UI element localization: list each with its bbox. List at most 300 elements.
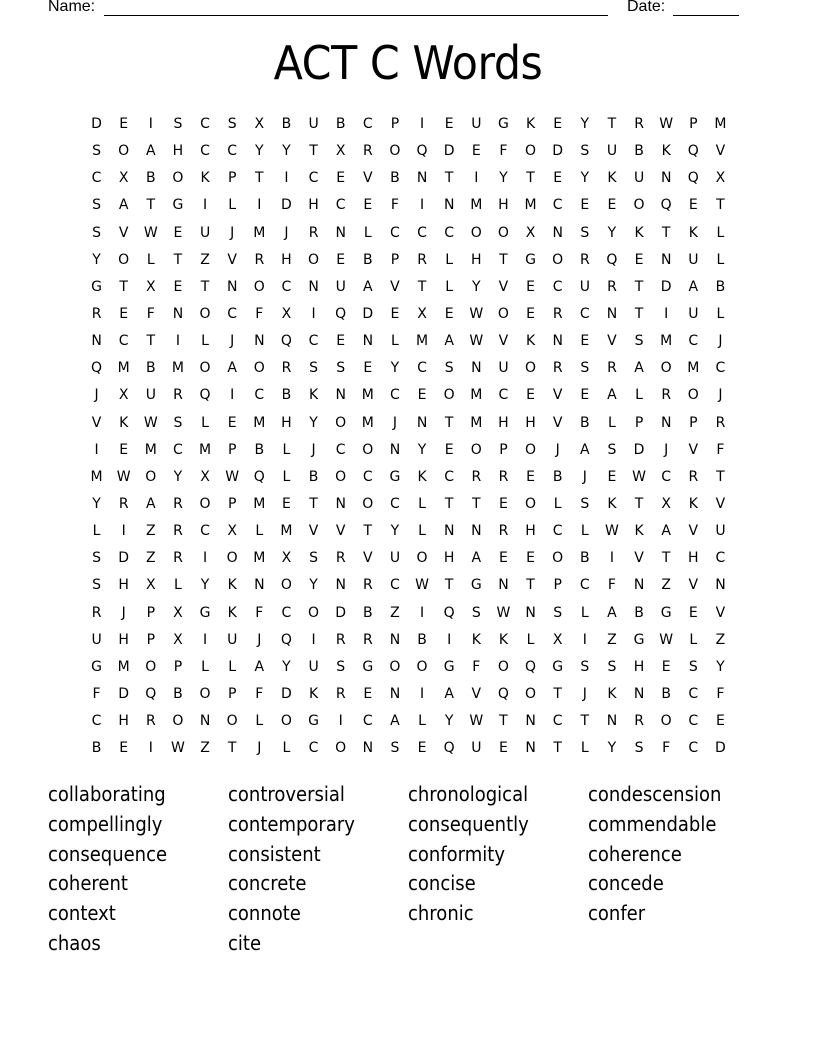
grid-letter[interactable]: I	[202, 631, 208, 648]
grid-letter[interactable]: S	[580, 360, 590, 377]
grid-letter[interactable]: C	[390, 224, 400, 241]
grid-letter[interactable]: Y	[92, 251, 101, 268]
grid-letter[interactable]: L	[635, 387, 643, 404]
grid-letter[interactable]: S	[580, 658, 590, 675]
grid-letter[interactable]: I	[230, 387, 235, 404]
grid-letter[interactable]: Q	[280, 631, 292, 648]
grid-letter[interactable]: V	[634, 550, 644, 567]
grid-letter[interactable]: O	[525, 441, 537, 458]
grid-letter[interactable]: X	[146, 577, 156, 594]
grid-letter[interactable]: E	[661, 658, 671, 675]
grid-letter[interactable]: I	[257, 197, 262, 214]
grid-letter[interactable]: T	[553, 685, 562, 702]
grid-letter[interactable]: C	[308, 170, 319, 187]
grid-letter[interactable]: W	[143, 414, 158, 431]
grid-letter[interactable]: C	[362, 713, 373, 730]
grid-letter[interactable]: E	[688, 197, 698, 214]
grid-letter[interactable]: J	[718, 387, 723, 404]
grid-letter[interactable]: T	[309, 143, 318, 160]
grid-letter[interactable]: C	[688, 740, 699, 757]
grid-letter[interactable]: E	[634, 251, 644, 268]
grid-letter[interactable]: R	[173, 495, 183, 512]
grid-letter[interactable]: R	[579, 251, 590, 268]
grid-letter[interactable]: L	[689, 631, 698, 648]
grid-letter[interactable]: Z	[607, 631, 617, 648]
grid-letter[interactable]: H	[281, 414, 292, 431]
grid-letter[interactable]: L	[282, 468, 291, 485]
grid-letter[interactable]: E	[688, 604, 698, 621]
grid-letter[interactable]: T	[444, 170, 454, 187]
grid-letter[interactable]: U	[688, 251, 699, 268]
grid-letter[interactable]: W	[415, 577, 429, 594]
grid-letter[interactable]: Y	[580, 116, 590, 132]
grid-letter[interactable]: A	[580, 441, 590, 458]
grid-letter[interactable]: N	[416, 170, 428, 187]
grid-letter[interactable]: E	[336, 170, 346, 187]
grid-letter[interactable]: I	[609, 550, 614, 567]
grid-letter[interactable]: O	[416, 658, 428, 675]
grid-letter[interactable]: N	[172, 305, 184, 322]
grid-letter[interactable]: P	[553, 577, 562, 594]
grid-letter[interactable]: H	[633, 658, 645, 675]
grid-letter[interactable]: H	[525, 523, 536, 540]
grid-letter[interactable]: R	[607, 278, 617, 295]
grid-letter[interactable]: N	[525, 604, 536, 621]
grid-letter[interactable]: N	[335, 387, 346, 404]
grid-letter[interactable]: T	[499, 251, 508, 268]
grid-letter[interactable]: R	[607, 360, 617, 377]
grid-letter[interactable]: O	[199, 305, 211, 322]
grid-letter[interactable]: H	[443, 550, 455, 567]
grid-letter[interactable]: I	[474, 170, 479, 187]
grid-letter[interactable]: N	[335, 495, 346, 512]
grid-letter[interactable]: T	[227, 740, 237, 757]
grid-letter[interactable]: S	[92, 197, 101, 214]
grid-letter[interactable]: L	[255, 523, 264, 540]
grid-letter[interactable]: V	[471, 685, 482, 702]
grid-letter[interactable]: H	[118, 713, 129, 730]
grid-letter[interactable]: L	[580, 523, 589, 540]
grid-letter[interactable]: C	[335, 197, 346, 214]
grid-letter[interactable]: Y	[200, 577, 210, 594]
grid-letter[interactable]: V	[552, 387, 563, 404]
grid-letter[interactable]: R	[471, 468, 482, 485]
grid-letter[interactable]: W	[469, 305, 484, 322]
grid-letter[interactable]: E	[499, 550, 508, 567]
grid-letter[interactable]: B	[552, 468, 563, 485]
grid-letter[interactable]: V	[91, 414, 102, 431]
grid-letter[interactable]: M	[117, 360, 130, 377]
grid-letter[interactable]: O	[362, 441, 374, 458]
grid-letter[interactable]: Q	[606, 251, 618, 268]
grid-letter[interactable]: N	[715, 577, 726, 594]
grid-letter[interactable]: I	[311, 631, 316, 648]
grid-letter[interactable]: Y	[390, 523, 400, 540]
grid-letter[interactable]: T	[417, 278, 427, 295]
grid-letter[interactable]: W	[171, 740, 185, 757]
grid-letter[interactable]: Y	[716, 658, 725, 675]
grid-letter[interactable]: J	[664, 441, 669, 458]
grid-letter[interactable]: E	[607, 468, 617, 485]
grid-letter[interactable]: J	[257, 740, 262, 757]
grid-letter[interactable]: C	[91, 713, 102, 730]
grid-letter[interactable]: O	[172, 170, 184, 187]
grid-letter[interactable]: Y	[282, 658, 291, 675]
grid-letter[interactable]: P	[689, 414, 698, 431]
grid-letter[interactable]: T	[716, 197, 725, 214]
grid-letter[interactable]: A	[661, 523, 671, 540]
grid-letter[interactable]: R	[118, 495, 129, 512]
grid-letter[interactable]: S	[580, 495, 590, 512]
grid-letter[interactable]: E	[471, 143, 481, 160]
grid-letter[interactable]: T	[716, 468, 725, 485]
grid-letter[interactable]: C	[200, 523, 210, 540]
grid-letter[interactable]: N	[362, 740, 374, 757]
grid-letter[interactable]: U	[633, 170, 645, 187]
grid-letter[interactable]: B	[146, 170, 156, 187]
grid-letter[interactable]: N	[443, 523, 455, 540]
grid-letter[interactable]: W	[496, 604, 511, 621]
grid-letter[interactable]: L	[580, 604, 589, 621]
grid-letter[interactable]: G	[443, 658, 455, 675]
grid-letter[interactable]: O	[280, 713, 292, 730]
grid-letter[interactable]: D	[633, 441, 645, 458]
grid-letter[interactable]: I	[148, 740, 153, 757]
grid-letter[interactable]: S	[580, 224, 590, 241]
grid-letter[interactable]: J	[230, 333, 235, 350]
grid-letter[interactable]: N	[254, 577, 265, 594]
grid-letter[interactable]: M	[253, 550, 266, 567]
grid-letter[interactable]: S	[92, 224, 101, 241]
grid-letter[interactable]: H	[281, 251, 292, 268]
grid-letter[interactable]: T	[634, 278, 644, 295]
grid-letter[interactable]: X	[254, 116, 265, 132]
grid-letter[interactable]: N	[389, 685, 401, 702]
grid-letter[interactable]: H	[498, 414, 509, 431]
grid-letter[interactable]: N	[199, 713, 211, 730]
grid-letter[interactable]: E	[363, 685, 373, 702]
grid-letter[interactable]: O	[552, 550, 564, 567]
grid-letter[interactable]: N	[525, 713, 536, 730]
grid-letter[interactable]: V	[715, 143, 726, 160]
grid-letter[interactable]: W	[659, 116, 674, 132]
grid-letter[interactable]: R	[498, 523, 509, 540]
grid-letter[interactable]: C	[498, 387, 509, 404]
grid-letter[interactable]: O	[172, 713, 184, 730]
grid-letter[interactable]: K	[688, 224, 698, 241]
grid-letter[interactable]: S	[607, 658, 617, 675]
grid-letter[interactable]: D	[660, 278, 672, 295]
grid-letter[interactable]: E	[716, 713, 725, 730]
grid-letter[interactable]: M	[199, 441, 212, 458]
grid-letter[interactable]: P	[390, 116, 400, 132]
grid-letter[interactable]: E	[444, 305, 454, 322]
grid-letter[interactable]: U	[471, 740, 482, 757]
grid-letter[interactable]: W	[605, 523, 619, 540]
grid-letter[interactable]: E	[526, 305, 535, 322]
grid-letter[interactable]: R	[362, 631, 373, 648]
grid-letter[interactable]: Z	[200, 251, 210, 268]
grid-letter[interactable]: E	[363, 197, 373, 214]
grid-letter[interactable]: O	[335, 740, 347, 757]
grid-letter[interactable]: J	[94, 387, 99, 404]
grid-letter[interactable]: Z	[715, 631, 726, 648]
grid-letter[interactable]: R	[308, 224, 319, 241]
grid-letter[interactable]: X	[525, 224, 536, 241]
grid-letter[interactable]: M	[714, 116, 727, 132]
grid-letter[interactable]: O	[199, 495, 211, 512]
grid-letter[interactable]: K	[634, 523, 644, 540]
grid-letter[interactable]: C	[444, 468, 455, 485]
grid-letter[interactable]: S	[471, 604, 481, 621]
grid-letter[interactable]: X	[118, 170, 129, 187]
grid-letter[interactable]: L	[553, 495, 562, 512]
grid-letter[interactable]: D	[552, 143, 564, 160]
grid-letter[interactable]: R	[91, 305, 102, 322]
grid-letter[interactable]: F	[607, 577, 616, 594]
grid-letter[interactable]: C	[552, 523, 563, 540]
grid-letter[interactable]: E	[417, 740, 427, 757]
grid-letter[interactable]: M	[470, 414, 483, 431]
grid-letter[interactable]: C	[417, 224, 427, 241]
grid-letter[interactable]: Z	[390, 604, 400, 621]
grid-letter[interactable]: Q	[443, 604, 455, 621]
grid-letter[interactable]: B	[580, 414, 590, 431]
grid-letter[interactable]: G	[362, 658, 374, 675]
grid-letter[interactable]: L	[418, 523, 426, 540]
grid-letter[interactable]: Q	[280, 333, 292, 350]
grid-letter[interactable]: S	[607, 441, 617, 458]
grid-letter[interactable]: L	[716, 224, 725, 241]
grid-letter[interactable]: B	[634, 143, 644, 160]
grid-letter[interactable]: P	[146, 631, 156, 648]
grid-letter[interactable]: R	[634, 116, 644, 132]
grid-letter[interactable]: H	[118, 577, 129, 594]
grid-letter[interactable]: T	[173, 251, 183, 268]
grid-letter[interactable]: U	[308, 116, 319, 132]
grid-letter[interactable]: O	[199, 685, 211, 702]
grid-letter[interactable]: C	[118, 333, 129, 350]
grid-letter[interactable]: K	[607, 495, 617, 512]
grid-letter[interactable]: P	[227, 685, 237, 702]
grid-letter[interactable]: U	[579, 278, 590, 295]
grid-letter[interactable]: L	[391, 333, 399, 350]
grid-letter[interactable]: C	[390, 577, 400, 594]
grid-letter[interactable]: I	[419, 197, 425, 214]
grid-letter[interactable]: U	[145, 387, 156, 404]
grid-letter[interactable]: C	[91, 170, 102, 187]
grid-letter[interactable]: M	[361, 414, 374, 431]
grid-letter[interactable]: C	[688, 685, 699, 702]
grid-letter[interactable]: E	[119, 305, 129, 322]
grid-letter[interactable]: E	[526, 387, 535, 404]
grid-letter[interactable]: S	[309, 360, 318, 377]
grid-letter[interactable]: R	[173, 387, 183, 404]
grid-letter[interactable]: S	[688, 658, 698, 675]
grid-letter[interactable]: N	[389, 441, 401, 458]
grid-letter[interactable]: E	[444, 116, 454, 132]
grid-letter[interactable]: L	[418, 495, 426, 512]
grid-letter[interactable]: O	[497, 224, 509, 241]
grid-letter[interactable]: E	[499, 740, 508, 757]
grid-letter[interactable]: E	[580, 387, 590, 404]
grid-letter[interactable]: H	[118, 631, 129, 648]
grid-letter[interactable]: I	[284, 170, 289, 187]
grid-letter[interactable]: E	[580, 197, 590, 214]
grid-letter[interactable]: S	[173, 414, 183, 431]
grid-letter[interactable]: I	[582, 631, 587, 648]
grid-letter[interactable]: P	[173, 658, 183, 675]
grid-letter[interactable]: M	[280, 523, 293, 540]
grid-letter[interactable]: C	[417, 360, 427, 377]
grid-letter[interactable]: T	[580, 713, 590, 730]
grid-letter[interactable]: T	[634, 305, 644, 322]
grid-letter[interactable]: S	[634, 740, 644, 757]
grid-letter[interactable]: E	[526, 278, 535, 295]
grid-letter[interactable]: I	[311, 305, 316, 322]
grid-letter[interactable]: M	[361, 387, 374, 404]
grid-letter[interactable]: O	[497, 305, 509, 322]
grid-letter[interactable]: C	[688, 713, 699, 730]
grid-letter[interactable]: I	[419, 604, 425, 621]
grid-letter[interactable]: V	[363, 170, 373, 187]
grid-letter[interactable]: F	[255, 685, 264, 702]
grid-letter[interactable]: T	[444, 495, 454, 512]
grid-letter[interactable]: V	[227, 251, 237, 268]
grid-letter[interactable]: R	[688, 468, 699, 485]
grid-letter[interactable]: L	[174, 577, 182, 594]
grid-letter[interactable]: S	[227, 116, 237, 132]
grid-letter[interactable]: A	[444, 685, 454, 702]
grid-letter[interactable]: K	[607, 685, 617, 702]
grid-letter[interactable]: O	[470, 224, 482, 241]
grid-letter[interactable]: X	[173, 604, 183, 621]
grid-letter[interactable]: A	[634, 360, 644, 377]
grid-letter[interactable]: E	[526, 550, 535, 567]
grid-letter[interactable]: R	[661, 387, 672, 404]
grid-letter[interactable]: O	[443, 387, 455, 404]
grid-letter[interactable]: U	[308, 658, 319, 675]
grid-letter[interactable]: M	[253, 495, 266, 512]
grid-letter[interactable]: M	[470, 197, 483, 214]
grid-letter[interactable]: P	[146, 604, 156, 621]
grid-letter[interactable]: N	[552, 333, 563, 350]
grid-letter[interactable]: G	[552, 658, 564, 675]
grid-letter[interactable]: G	[172, 197, 184, 214]
grid-letter[interactable]: T	[634, 495, 644, 512]
grid-letter[interactable]: A	[146, 495, 156, 512]
grid-letter[interactable]: Y	[499, 170, 508, 187]
grid-letter[interactable]: J	[284, 224, 289, 241]
grid-letter[interactable]: I	[202, 550, 208, 567]
grid-letter[interactable]: T	[661, 224, 671, 241]
grid-letter[interactable]: P	[689, 116, 698, 132]
grid-letter[interactable]: X	[335, 143, 346, 160]
grid-letter[interactable]: C	[281, 604, 292, 621]
grid-letter[interactable]: H	[688, 550, 699, 567]
grid-letter[interactable]: G	[91, 278, 102, 295]
grid-letter[interactable]: E	[444, 441, 454, 458]
grid-letter[interactable]: E	[580, 333, 590, 350]
grid-letter[interactable]: E	[173, 224, 183, 241]
grid-letter[interactable]: R	[335, 631, 346, 648]
grid-letter[interactable]: B	[715, 278, 726, 295]
grid-letter[interactable]: X	[146, 278, 156, 295]
grid-letter[interactable]: C	[444, 224, 455, 241]
grid-letter[interactable]: X	[552, 631, 563, 648]
grid-letter[interactable]: L	[146, 251, 155, 268]
grid-letter[interactable]: U	[498, 360, 509, 377]
grid-letter[interactable]: M	[253, 224, 266, 241]
grid-letter[interactable]: Q	[145, 685, 157, 702]
grid-letter[interactable]: W	[469, 333, 484, 350]
grid-letter[interactable]: M	[416, 333, 429, 350]
grid-letter[interactable]: M	[687, 360, 700, 377]
grid-letter[interactable]: O	[416, 550, 428, 567]
grid-letter[interactable]: N	[254, 333, 265, 350]
grid-letter[interactable]: X	[200, 468, 210, 485]
grid-letter[interactable]: O	[308, 604, 320, 621]
grid-letter[interactable]: Q	[416, 143, 428, 160]
name-blank-line[interactable]	[104, 15, 608, 16]
grid-letter[interactable]: R	[552, 305, 563, 322]
grid-letter[interactable]: L	[363, 224, 372, 241]
grid-letter[interactable]: C	[390, 495, 400, 512]
grid-letter[interactable]: D	[118, 550, 130, 567]
grid-letter[interactable]: R	[417, 251, 427, 268]
grid-letter[interactable]: Q	[199, 387, 211, 404]
grid-letter[interactable]: A	[688, 278, 699, 295]
grid-letter[interactable]: J	[718, 333, 723, 350]
grid-letter[interactable]: O	[525, 360, 537, 377]
grid-letter[interactable]: H	[172, 143, 184, 160]
grid-letter[interactable]: K	[417, 468, 427, 485]
grid-letter[interactable]: Y	[390, 360, 400, 377]
grid-letter[interactable]: M	[90, 468, 103, 485]
grid-letter[interactable]: J	[392, 414, 397, 431]
grid-letter[interactable]: L	[445, 278, 454, 295]
grid-letter[interactable]: C	[200, 116, 210, 132]
grid-letter[interactable]: T	[119, 278, 128, 295]
grid-letter[interactable]: R	[552, 360, 563, 377]
grid-letter[interactable]: Y	[309, 577, 318, 594]
grid-letter[interactable]: L	[716, 305, 725, 322]
grid-letter[interactable]: H	[525, 414, 536, 431]
grid-letter[interactable]: L	[608, 414, 616, 431]
grid-letter[interactable]: F	[255, 604, 264, 621]
grid-letter[interactable]: K	[227, 604, 237, 621]
grid-letter[interactable]: C	[579, 577, 590, 594]
grid-letter[interactable]: G	[633, 631, 645, 648]
grid-letter[interactable]: O	[389, 658, 401, 675]
grid-letter[interactable]: N	[660, 414, 672, 431]
grid-letter[interactable]: X	[715, 170, 726, 187]
grid-letter[interactable]: T	[526, 577, 535, 594]
grid-letter[interactable]: U	[335, 278, 346, 295]
grid-letter[interactable]: N	[498, 577, 509, 594]
grid-letter[interactable]: L	[228, 658, 237, 675]
grid-letter[interactable]: B	[417, 631, 427, 648]
grid-letter[interactable]: M	[144, 441, 157, 458]
grid-letter[interactable]: C	[173, 441, 183, 458]
grid-letter[interactable]: X	[281, 550, 292, 567]
grid-letter[interactable]: I	[419, 116, 425, 132]
grid-letter[interactable]: T	[607, 116, 617, 132]
grid-letter[interactable]: U	[715, 523, 726, 540]
grid-letter[interactable]: Q	[660, 197, 672, 214]
grid-letter[interactable]: C	[552, 197, 563, 214]
grid-letter[interactable]: R	[335, 550, 346, 567]
